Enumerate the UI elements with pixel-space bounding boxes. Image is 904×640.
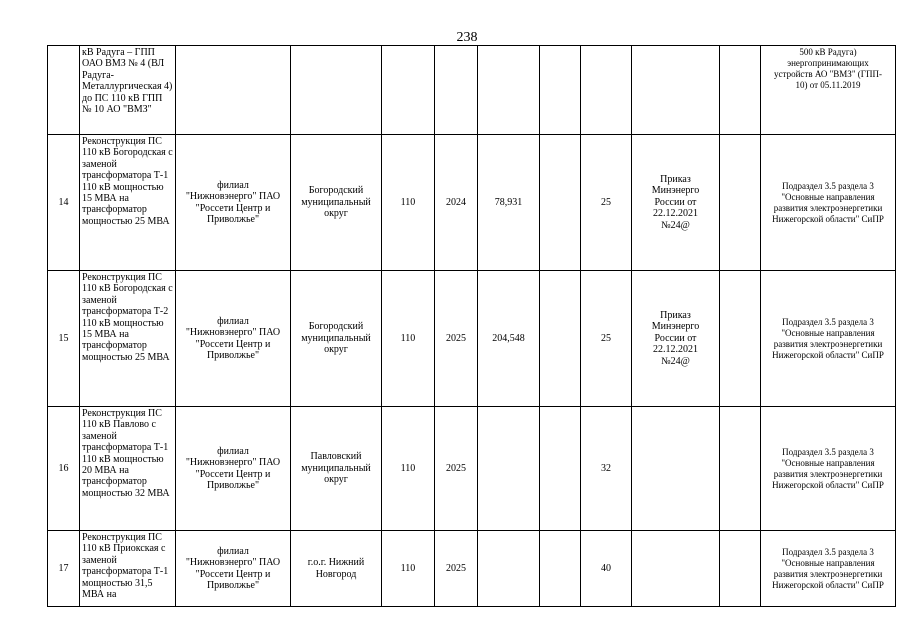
year: 2024 [435, 135, 478, 271]
power [581, 46, 632, 135]
order: Приказ Минэнерго России от 22.12.2021 №24@ [632, 135, 720, 271]
row-number: 16 [48, 407, 80, 531]
year: 2025 [435, 271, 478, 407]
district: Павловский муниципальный округ [291, 407, 382, 531]
district: г.о.г. Нижний Новгород [291, 531, 382, 607]
empty-cell [540, 135, 581, 271]
empty-cell [720, 271, 761, 407]
cost [478, 531, 540, 607]
row-number: 17 [48, 531, 80, 607]
row-number [48, 46, 80, 135]
voltage: 110 [382, 271, 435, 407]
cost: 204,548 [478, 271, 540, 407]
basis: Подраздел 3.5 раздела 3 "Основные направления развития электроэнергетики Нижегорской области" СиПР [761, 407, 896, 531]
power: 40 [581, 531, 632, 607]
power: 25 [581, 135, 632, 271]
project-name: Реконструкция ПС 110 кВ Богородская с заменой трансформатора Т-2 110 кВ мощностью 15 МВА на трансформатор мощностью 25 МВА [80, 271, 176, 407]
power: 25 [581, 271, 632, 407]
year: 2025 [435, 531, 478, 607]
organization: филиал "Нижновэнерго" ПАО "Россети Центр и Приволжье" [176, 271, 291, 407]
empty-cell [720, 531, 761, 607]
district: Богородский муниципальный округ [291, 271, 382, 407]
table-row [48, 46, 896, 135]
empty-cell [540, 407, 581, 531]
empty-cell [720, 46, 761, 135]
district [291, 46, 382, 135]
empty-cell [540, 46, 581, 135]
empty-cell [540, 271, 581, 407]
project-name: Реконструкция ПС 110 кВ Павлово с заменой трансформатора Т-1 110 кВ мощностью 20 МВА на трансформатор мощностью 32 МВА [80, 407, 176, 531]
basis: Подраздел 3.5 раздела 3 "Основные направления развития электроэнергетики Нижегорской области" СиПР [761, 135, 896, 271]
row-number: 14 [48, 135, 80, 271]
order [632, 46, 720, 135]
order [632, 531, 720, 607]
voltage: 110 [382, 135, 435, 271]
organization [176, 46, 291, 135]
table-row [48, 135, 896, 271]
voltage [382, 46, 435, 135]
organization: филиал "Нижновэнерго" ПАО "Россети Центр и Приволжье" [176, 407, 291, 531]
organization: филиал "Нижновэнерго" ПАО "Россети Центр и Приволжье" [176, 531, 291, 607]
basis: 500 кВ Радуга) энергопринимающих устройств АО "ВМЗ" (ГПП- 10) от 05.11.2019 [761, 46, 896, 135]
organization: филиал "Нижновэнерго" ПАО "Россети Центр и Приволжье" [176, 135, 291, 271]
project-name: кВ Радуга – ГПП ОАО ВМЗ № 4 (ВЛ Радуга-Металлургическая 4) до ПС 110 кВ ГПП № 10 АО "ВМЗ" [80, 46, 176, 135]
empty-cell [720, 135, 761, 271]
cost [478, 407, 540, 531]
table-row [48, 271, 896, 407]
cost [478, 46, 540, 135]
order: Приказ Минэнерго России от 22.12.2021 №24@ [632, 271, 720, 407]
table-row [48, 531, 896, 607]
project-name: Реконструкция ПС 110 кВ Богородская с заменой трансформатора Т-1 110 кВ мощностью 15 МВА на трансформатор мощностью 25 МВА [80, 135, 176, 271]
page-number: 238 [456, 30, 478, 45]
year [435, 46, 478, 135]
empty-cell [720, 407, 761, 531]
project-name: Реконструкция ПС 110 кВ Приокская с заменой трансформатора Т-1 мощностью 31,5 МВА на [80, 531, 176, 607]
basis: Подраздел 3.5 раздела 3 "Основные направления развития электроэнергетики Нижегорской области" СиПР [761, 531, 896, 607]
year: 2025 [435, 407, 478, 531]
cost: 78,931 [478, 135, 540, 271]
investment-projects-table [47, 45, 896, 607]
order [632, 407, 720, 531]
voltage: 110 [382, 407, 435, 531]
row-number: 15 [48, 271, 80, 407]
table-row [48, 407, 896, 531]
power: 32 [581, 407, 632, 531]
empty-cell [540, 531, 581, 607]
voltage: 110 [382, 531, 435, 607]
basis: Подраздел 3.5 раздела 3 "Основные направления развития электроэнергетики Нижегорской области" СиПР [761, 271, 896, 407]
district: Богородский муниципальный округ [291, 135, 382, 271]
